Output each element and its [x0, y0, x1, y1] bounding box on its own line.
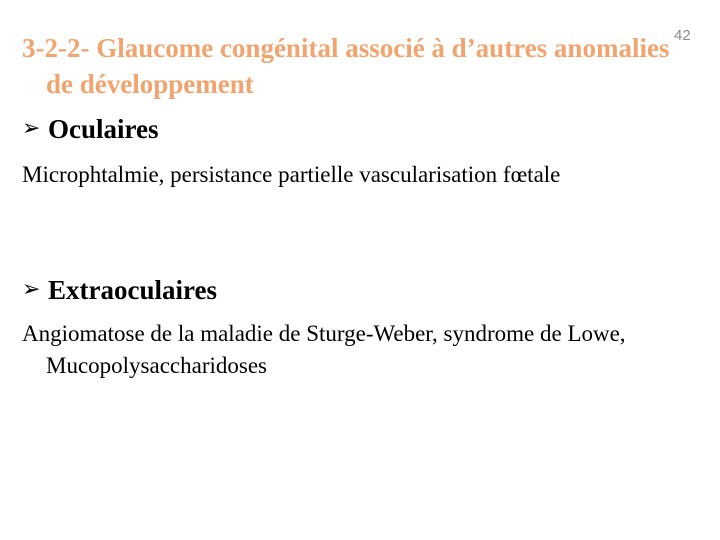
section-heading-label: Oculaires — [48, 114, 159, 144]
section-heading-oculaires — [22, 113, 159, 145]
section-text-oculaires: Microphtalmie, persistance partielle vascularisation fœtale — [22, 162, 561, 187]
arrow-bullet-icon: ➢ — [22, 116, 41, 141]
section-heading-extraoculaires — [22, 274, 217, 306]
section-heading-label: Extraoculaires — [48, 275, 217, 305]
slide-title: 3-2-2- Glaucome congénital associé à d’autres anomalies de développement — [22, 33, 670, 99]
slide-number: 42 — [674, 27, 691, 44]
arrow-bullet-icon: ➢ — [22, 277, 41, 302]
section-text-extraoculaires: Angiomatose de la maladie de Sturge-Weber, syndrome de Lowe, Mucopolysaccharidoses — [22, 321, 626, 378]
